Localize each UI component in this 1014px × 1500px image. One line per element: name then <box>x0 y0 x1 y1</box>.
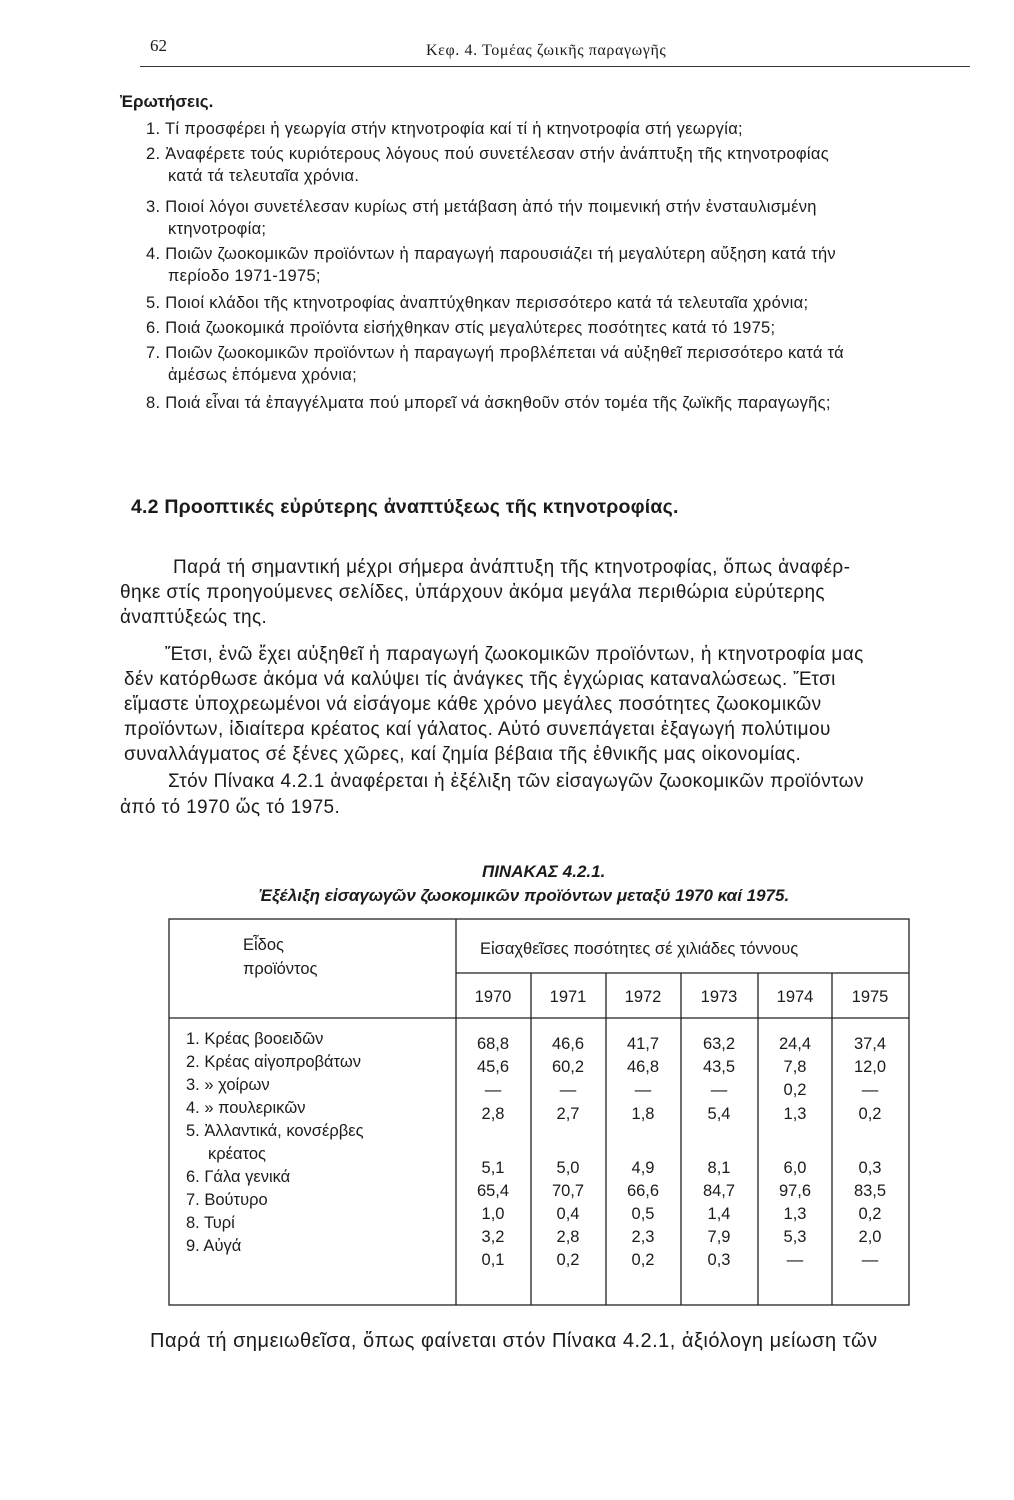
table-value-cell: — <box>710 1081 728 1099</box>
table-value-cell: — <box>559 1081 577 1099</box>
table-caption-subtitle: Ἐξέλιξη εἰσαγωγῶν ζωοκομικῶν προϊόντων μεταξύ 1970 καί 1975. <box>259 886 790 905</box>
question-7 <box>146 342 844 386</box>
table-value-cell: 97,6 <box>778 1182 812 1200</box>
paragraph-line: συναλλάγματος σέ ξένες χῶρες, καί ζημία βέβαια τῆς ἐθνικῆς μας οἰκονομίας. <box>124 744 802 765</box>
question-6 <box>146 317 775 339</box>
year-header: 1970 <box>474 988 512 1006</box>
table-value-cell: 4,9 <box>631 1159 655 1177</box>
table-value-cell: 5,1 <box>481 1159 505 1177</box>
product-name: 2. Κρέας αἰγοπροβάτων <box>186 1053 361 1071</box>
question-text: Ποιῶν ζωοκομικῶν προϊόντων ἡ παραγωγή προβλέπεται νά αὐξηθεῖ περισσότερο κατά τά <box>165 344 844 362</box>
table-value-cell: 1,0 <box>481 1205 505 1223</box>
table-value-cell: 3,2 <box>481 1228 505 1246</box>
question-2 <box>146 143 829 187</box>
quantity-header: Εἰσαχθεῖσες ποσότητες σέ χιλιάδες τόννους <box>480 940 799 958</box>
table-value-cell: — <box>634 1081 652 1099</box>
question-text: Ποιοί λόγοι συνετέλεσαν κυρίως στή μετάβαση ἀπό τήν ποιμενική στήν ἐνσταυλισμένη <box>165 198 817 216</box>
table-value-cell: 2,3 <box>631 1228 655 1246</box>
running-header: Κεφ. 4. Τομέας ζωικῆς παραγωγῆς <box>426 42 667 59</box>
paragraph-line: δέν κατόρθωσε ἀκόμα νά καλύψει τίς ἀνάγκες τῆς ἐγχώριας καταναλώσεως. Ἔτσι <box>124 669 836 690</box>
table-value-cell: 1,3 <box>783 1205 807 1223</box>
question-text: Τί προσφέρει ἡ γεωργία στήν κτηνοτροφία καί τί ἡ κτηνοτροφία στή γεωργία; <box>164 120 743 138</box>
question-number: 3. <box>146 198 161 216</box>
paragraph-line: Στόν Πίνακα 4.2.1 ἀναφέρεται ἡ ἐξέλιξη τῶν εἰσαγωγῶν ζωοκομικῶν προϊόντων <box>168 771 864 792</box>
paragraph-line: ἀπό τό 1970 ὥς τό 1975. <box>120 797 341 818</box>
question-number: 2. <box>146 145 161 163</box>
table-value-cell: 0,2 <box>858 1105 882 1123</box>
table-value-cell: 46,8 <box>626 1058 660 1076</box>
table-value-cell: 2,7 <box>556 1105 580 1123</box>
question-8 <box>146 392 831 414</box>
table-value-cell: 0,2 <box>858 1205 882 1223</box>
table-value-cell: 68,8 <box>476 1035 510 1053</box>
table-value-cell: 60,2 <box>551 1058 585 1076</box>
question-number: 1. <box>146 120 161 138</box>
paragraph-line: προϊόντων, ἰδιαίτερα κρέατος καί γάλατος. Αὐτό συνεπάγεται ἐξαγωγή πολύτιμου <box>124 719 831 740</box>
table-value-cell: 41,7 <box>626 1035 660 1053</box>
question-number: 4. <box>146 245 161 263</box>
table-value-cell: 7,8 <box>783 1058 807 1076</box>
question-number: 8. <box>146 394 161 412</box>
product-name: 5. Ἀλλαντικά, κονσέρβες <box>186 1122 364 1140</box>
question-text-cont: ἀμέσως ἑπόμενα χρόνια; <box>168 366 358 384</box>
table-value-cell: 8,1 <box>707 1159 731 1177</box>
question-number: 5. <box>146 294 161 312</box>
product-name-cont: κρέατος <box>208 1145 266 1163</box>
header-rule <box>140 66 970 67</box>
table-value-cell: 83,5 <box>853 1182 887 1200</box>
year-header: 1973 <box>700 988 738 1006</box>
paragraph-line: εἴμαστε ὑποχρεωμένοι νά εἰσάγομε κάθε χρόνο μεγάλες ποσότητες ζωοκομικῶν <box>124 694 822 715</box>
product-header-line: Εἶδος <box>243 936 284 954</box>
question-number: 6. <box>146 319 161 337</box>
table-value-cell: 63,2 <box>702 1035 736 1053</box>
table-value-cell: 12,0 <box>853 1058 887 1076</box>
product-name: 4. » πουλερικῶν <box>186 1099 306 1117</box>
continuation-line: Παρά τή σημειωθεῖσα, ὅπως φαίνεται στόν Πίνακα 4.2.1, ἀξιόλογη μείωση τῶν <box>150 1330 878 1352</box>
table-value-cell: 43,5 <box>702 1058 736 1076</box>
question-3 <box>146 196 817 240</box>
section-title: 4.2 Προοπτικές εὐρύτερης ἀναπτύξεως τῆς κτηνοτροφίας. <box>131 496 679 518</box>
paragraph-line: Παρά τή σημαντική μέχρι σήμερα ἀνάπτυξη τῆς κτηνοτροφίας, ὅπως ἀναφέρ- <box>173 557 851 578</box>
table-value-cell: 0,1 <box>481 1251 505 1269</box>
product-header-line: προϊόντος <box>243 960 318 978</box>
product-name: 1. Κρέας βοοειδῶν <box>186 1030 324 1048</box>
table-value-cell: 37,4 <box>853 1035 887 1053</box>
table-value-cell: 7,9 <box>707 1228 731 1246</box>
table-value-cell: — <box>861 1081 879 1099</box>
table-value-cell: 24,4 <box>778 1035 812 1053</box>
table-caption-title: ΠΙΝΑΚΑΣ 4.2.1. <box>482 862 606 881</box>
product-name: 9. Αὐγά <box>186 1237 242 1255</box>
question-text: Ποιῶν ζωοκομικῶν προϊόντων ἡ παραγωγή παρουσιάζει τή μεγαλύτερη αὔξηση κατά τήν <box>165 245 836 263</box>
paragraph-line: Ἔτσι, ἐνῶ ἔχει αὐξηθεῖ ἡ παραγωγή ζωοκομικῶν προϊόντων, ἡ κτηνοτροφία μας <box>165 644 864 665</box>
question-5 <box>146 292 808 314</box>
table-value-cell: 70,7 <box>551 1182 585 1200</box>
table-value-cell: 65,4 <box>476 1182 510 1200</box>
year-header: 1972 <box>624 988 662 1006</box>
table-value-cell: 0,2 <box>783 1081 807 1099</box>
year-header: 1975 <box>851 988 889 1006</box>
page-number: 62 <box>150 36 167 55</box>
table-value-cell: 1,3 <box>783 1105 807 1123</box>
question-text: Ποιά ζωοκομικά προϊόντα εἰσήχθηκαν στίς μεγαλύτερες ποσότητες κατά τό 1975; <box>165 319 776 337</box>
table-value-cell: 6,0 <box>783 1159 807 1177</box>
imports-table <box>168 918 912 1308</box>
table-value-cell: 45,6 <box>476 1058 510 1076</box>
table-value-cell: 0,5 <box>631 1205 655 1223</box>
year-header: 1971 <box>549 988 587 1006</box>
table-value-cell: — <box>861 1251 879 1269</box>
question-text-cont: κτηνοτροφία; <box>168 220 267 238</box>
table-value-cell: 5,3 <box>783 1228 807 1246</box>
table-value-cell: 0,3 <box>858 1159 882 1177</box>
table-value-cell: 1,8 <box>631 1105 655 1123</box>
table-value-cell: 2,8 <box>481 1105 505 1123</box>
questions-title: Ἐρωτήσεις. <box>120 92 214 111</box>
product-name: 8. Τυρί <box>186 1214 235 1232</box>
question-text-cont: κατά τά τελευταῖα χρόνια. <box>168 167 360 185</box>
question-text: Ἀναφέρετε τούς κυριότερους λόγους πού συνετέλεσαν στήν ἀνάπτυξη τῆς κτηνοτροφίας <box>165 145 829 163</box>
product-name: 3. » χοίρων <box>186 1076 270 1094</box>
table-value-cell: 84,7 <box>702 1182 736 1200</box>
table-value-cell: — <box>484 1081 502 1099</box>
question-1 <box>146 118 743 140</box>
question-text: Ποιά εἶναι τά ἐπαγγέλματα πού μπορεῖ νά ἀσκηθοῦν στόν τομέα τῆς ζωϊκῆς παραγωγῆς; <box>165 394 831 412</box>
table-value-cell: 5,0 <box>556 1159 580 1177</box>
table-value-cell: 0,3 <box>707 1251 731 1269</box>
question-4 <box>146 243 836 287</box>
product-name: 7. Βούτυρο <box>186 1191 268 1209</box>
paragraph-line: ἀναπτύξεώς της. <box>120 607 268 628</box>
table-value-cell: 0,4 <box>556 1205 580 1223</box>
question-text-cont: περίοδο 1971-1975; <box>168 267 321 285</box>
table-value-cell: 2,0 <box>858 1228 882 1246</box>
table-value-cell: 66,6 <box>626 1182 660 1200</box>
paragraph-line: θηκε στίς προηγούμενες σελίδες, ὑπάρχουν ἀκόμα μεγάλα περιθώρια εὐρύτερης <box>120 582 825 603</box>
question-text: Ποιοί κλάδοι τῆς κτηνοτροφίας ἀναπτύχθηκαν περισσότερο κατά τά τελευταῖα χρόνια; <box>165 294 809 312</box>
table-value-cell: 46,6 <box>551 1035 585 1053</box>
table-value-cell: — <box>786 1251 804 1269</box>
table-value-cell: 0,2 <box>556 1251 580 1269</box>
table-value-cell: 5,4 <box>707 1105 731 1123</box>
table-value-cell: 2,8 <box>556 1228 580 1246</box>
year-header: 1974 <box>776 988 814 1006</box>
table-value-cell: 0,2 <box>631 1251 655 1269</box>
product-name: 6. Γάλα γενικά <box>186 1168 291 1186</box>
table-value-cell: 1,4 <box>707 1205 731 1223</box>
question-number: 7. <box>146 344 161 362</box>
